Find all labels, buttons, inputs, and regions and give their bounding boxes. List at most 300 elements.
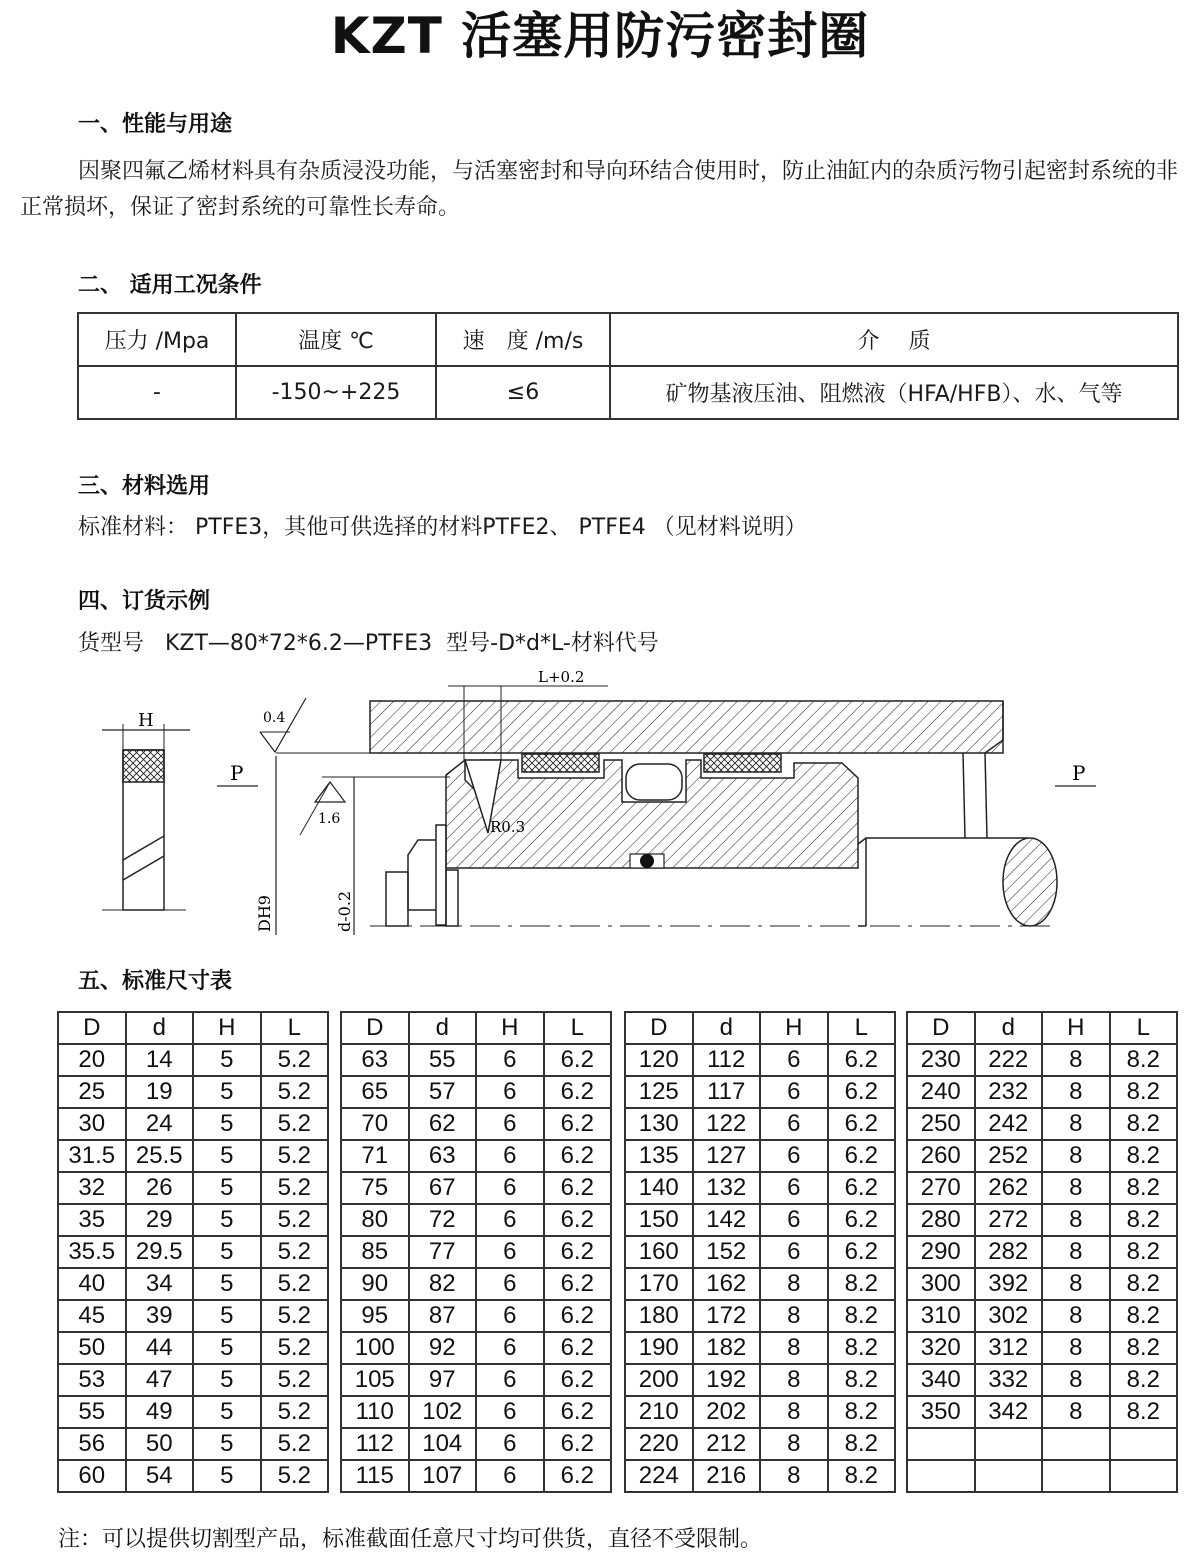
- section-heading-performance: 一、性能与用途: [78, 112, 233, 137]
- size-table-header: d: [409, 1012, 477, 1044]
- size-table-cell: 270: [907, 1172, 975, 1204]
- size-table-cell: 150: [625, 1204, 693, 1236]
- piston-body: [446, 754, 858, 868]
- size-table-cell: 6: [760, 1076, 828, 1108]
- label-d-tolerance: d-0.2: [335, 890, 354, 932]
- size-table-cell: 55: [409, 1044, 477, 1076]
- size-table-cell: 6.2: [828, 1140, 896, 1172]
- size-table-cell: 130: [625, 1108, 693, 1140]
- roughness-symbol-bottom: [315, 782, 345, 802]
- size-table-group-2: [340, 1011, 612, 1493]
- size-table-cell: 122: [693, 1108, 761, 1140]
- size-table-cell: 6.2: [544, 1428, 612, 1460]
- size-table-cell: 160: [625, 1236, 693, 1268]
- size-table-cell: 5: [193, 1108, 261, 1140]
- table-row: [341, 1076, 611, 1108]
- size-table-cell: 8.2: [1110, 1108, 1178, 1140]
- size-table-cell: [975, 1460, 1043, 1492]
- size-table-cell: 8: [760, 1332, 828, 1364]
- conditions-header-row: [78, 313, 1178, 366]
- size-table-cell: 5.2: [261, 1460, 329, 1492]
- size-table-cell: 182: [693, 1332, 761, 1364]
- size-table-cell: 6: [476, 1204, 544, 1236]
- size-table-cell: 210: [625, 1396, 693, 1428]
- table-row: [907, 1428, 1177, 1460]
- size-table-group-3: [624, 1011, 896, 1493]
- size-table-cell: 8.2: [1110, 1204, 1178, 1236]
- table-row: [625, 1044, 895, 1076]
- label-H: H: [138, 710, 154, 731]
- table-row: [907, 1140, 1177, 1172]
- table-row: [58, 1364, 328, 1396]
- size-table-cell: 132: [693, 1172, 761, 1204]
- size-table-cell: 8: [760, 1300, 828, 1332]
- size-table-cell: 200: [625, 1364, 693, 1396]
- size-table-cell: 252: [975, 1140, 1043, 1172]
- size-table-cell: 5: [193, 1332, 261, 1364]
- seal-profile-view: [102, 724, 190, 910]
- size-table-cell: 6.2: [828, 1108, 896, 1140]
- size-table-cell: 75: [341, 1172, 409, 1204]
- size-table-cell: 29.5: [126, 1236, 194, 1268]
- size-table-cell: 5: [193, 1268, 261, 1300]
- size-table-cell: 32: [58, 1172, 126, 1204]
- size-table-cell: 92: [409, 1332, 477, 1364]
- table-row: [907, 1300, 1177, 1332]
- size-table-cell: 232: [975, 1076, 1043, 1108]
- size-table-cell: 5: [193, 1172, 261, 1204]
- size-table-cell: 6: [760, 1172, 828, 1204]
- table-row: [341, 1204, 611, 1236]
- table-row: [907, 1332, 1177, 1364]
- size-table-cell: 8: [760, 1460, 828, 1492]
- size-table-header: H: [760, 1012, 828, 1044]
- table-row: [341, 1300, 611, 1332]
- size-table-cell: 8: [1042, 1108, 1110, 1140]
- size-table-cell: 5.2: [261, 1300, 329, 1332]
- size-table-cell: 5: [193, 1204, 261, 1236]
- size-table-cell: 5.2: [261, 1236, 329, 1268]
- size-table-group-4: [906, 1011, 1178, 1493]
- size-table-cell: 5.2: [261, 1204, 329, 1236]
- size-table-cell: 282: [975, 1236, 1043, 1268]
- size-table-header-row: [58, 1012, 328, 1044]
- size-table-cell: 35: [58, 1204, 126, 1236]
- size-table-cell: 31.5: [58, 1140, 126, 1172]
- label-pressure-left: P: [230, 761, 244, 785]
- size-table-header: H: [476, 1012, 544, 1044]
- label-DH9: DH9: [255, 895, 274, 932]
- header-medium: 介 质: [610, 313, 1178, 366]
- size-table-cell: 5.2: [261, 1076, 329, 1108]
- label-roughness-16: 1.6: [318, 811, 341, 827]
- size-table-cell: 5.2: [261, 1140, 329, 1172]
- size-table-cell: 142: [693, 1204, 761, 1236]
- table-row: [625, 1428, 895, 1460]
- size-table-cell: 30: [58, 1108, 126, 1140]
- size-table-cell: 50: [126, 1428, 194, 1460]
- size-table-cell: 8.2: [828, 1332, 896, 1364]
- footnote: 注：可以提供切割型产品，标准截面任意尺寸均可供货，直径不受限制。: [58, 1527, 763, 1552]
- table-row: [907, 1268, 1177, 1300]
- table-row: [625, 1300, 895, 1332]
- size-table-cell: 8: [1042, 1332, 1110, 1364]
- size-table-cell: 340: [907, 1364, 975, 1396]
- size-table-cell: [1110, 1428, 1178, 1460]
- size-table-cell: 90: [341, 1268, 409, 1300]
- size-table-cell: 47: [126, 1364, 194, 1396]
- size-table-cell: 5.2: [261, 1332, 329, 1364]
- size-table-cell: 6: [476, 1364, 544, 1396]
- size-table-cell: 39: [126, 1300, 194, 1332]
- label-radius: R0.3: [490, 818, 526, 836]
- size-table-cell: 6.2: [544, 1140, 612, 1172]
- size-table-cell: 112: [341, 1428, 409, 1460]
- size-table-cell: 8.2: [1110, 1332, 1178, 1364]
- size-table-cell: 20: [58, 1044, 126, 1076]
- size-table-cell: 8.2: [1110, 1396, 1178, 1428]
- size-table-cell: 71: [341, 1140, 409, 1172]
- size-table-cell: 8.2: [828, 1396, 896, 1428]
- label-pressure-right: P: [1072, 761, 1086, 785]
- size-table-cell: 8.2: [1110, 1268, 1178, 1300]
- size-table-header: L: [1110, 1012, 1178, 1044]
- size-table-cell: 5.2: [261, 1108, 329, 1140]
- size-table-cell: 6: [476, 1044, 544, 1076]
- table-row: [58, 1044, 328, 1076]
- size-table-cell: 117: [693, 1076, 761, 1108]
- size-table-cell: 8: [1042, 1204, 1110, 1236]
- size-table-cell: 6: [476, 1428, 544, 1460]
- size-table-cell: 8.2: [1110, 1300, 1178, 1332]
- size-table-cell: [907, 1460, 975, 1492]
- size-table-cell: 8: [1042, 1364, 1110, 1396]
- size-table-cell: 25: [58, 1076, 126, 1108]
- size-table-cell: 87: [409, 1300, 477, 1332]
- conditions-table: [77, 312, 1179, 420]
- size-table-cell: 8: [1042, 1268, 1110, 1300]
- size-table-cell: 6: [476, 1108, 544, 1140]
- table-row: [907, 1044, 1177, 1076]
- size-table-cell: 6.2: [544, 1460, 612, 1492]
- table-row: [341, 1332, 611, 1364]
- size-table-cell: 14: [126, 1044, 194, 1076]
- table-row: [907, 1460, 1177, 1492]
- installation-drawing: [0, 665, 1200, 955]
- size-table-cell: 54: [126, 1460, 194, 1492]
- size-table-cell: 170: [625, 1268, 693, 1300]
- size-table-cell: 110: [341, 1396, 409, 1428]
- size-table-cell: [1042, 1460, 1110, 1492]
- size-table-cell: 8: [760, 1428, 828, 1460]
- size-table-cell: 8.2: [1110, 1140, 1178, 1172]
- section-heading-conditions: 二、 适用工况条件: [78, 273, 262, 298]
- size-table-cell: [975, 1428, 1043, 1460]
- size-table-cell: 5.2: [261, 1268, 329, 1300]
- size-table-cell: 6: [476, 1268, 544, 1300]
- size-table-cell: 53: [58, 1364, 126, 1396]
- table-row: [58, 1108, 328, 1140]
- size-table-cell: 8: [1042, 1076, 1110, 1108]
- size-table-cell: 300: [907, 1268, 975, 1300]
- size-table-header: D: [58, 1012, 126, 1044]
- size-table-cell: 63: [409, 1140, 477, 1172]
- size-table-cell: 57: [409, 1076, 477, 1108]
- size-table-cell: 350: [907, 1396, 975, 1428]
- size-table-cell: 29: [126, 1204, 194, 1236]
- size-table-cell: 6: [476, 1076, 544, 1108]
- size-table-cell: 6: [760, 1108, 828, 1140]
- size-table-header: d: [975, 1012, 1043, 1044]
- table-row: [625, 1108, 895, 1140]
- size-table-cell: 152: [693, 1236, 761, 1268]
- size-table-header: H: [193, 1012, 261, 1044]
- size-table-cell: 5: [193, 1364, 261, 1396]
- size-table-cell: 67: [409, 1172, 477, 1204]
- size-table-cell: 6: [476, 1332, 544, 1364]
- table-row: [907, 1364, 1177, 1396]
- header-pressure: 压力 /Mpa: [78, 313, 236, 366]
- size-table-cell: 24: [126, 1108, 194, 1140]
- size-table-header: D: [625, 1012, 693, 1044]
- size-table-cell: 35.5: [58, 1236, 126, 1268]
- size-table-group-1: [57, 1011, 329, 1493]
- table-row: [58, 1204, 328, 1236]
- size-table-cell: 8: [1042, 1044, 1110, 1076]
- size-table-cell: 320: [907, 1332, 975, 1364]
- size-table-cell: 5: [193, 1140, 261, 1172]
- size-table-cell: 5.2: [261, 1396, 329, 1428]
- size-table-cell: 8: [1042, 1236, 1110, 1268]
- size-table-cell: 102: [409, 1396, 477, 1428]
- table-row: [625, 1204, 895, 1236]
- table-row: [341, 1364, 611, 1396]
- size-table-cell: 6.2: [544, 1044, 612, 1076]
- size-table-cell: 8.2: [1110, 1044, 1178, 1076]
- size-table-cell: 240: [907, 1076, 975, 1108]
- size-table-cell: 332: [975, 1364, 1043, 1396]
- size-table-cell: [1042, 1428, 1110, 1460]
- size-table-cell: 5.2: [261, 1044, 329, 1076]
- table-row: [341, 1236, 611, 1268]
- size-table-cell: 107: [409, 1460, 477, 1492]
- table-row: [58, 1172, 328, 1204]
- size-table-cell: 40: [58, 1268, 126, 1300]
- size-table-cell: 6.2: [828, 1172, 896, 1204]
- page-title: KZT 活塞用防污密封圈: [330, 7, 870, 65]
- header-speed: 速 度 /m/s: [436, 313, 610, 366]
- size-table-cell: 5: [193, 1236, 261, 1268]
- size-table-cell: 104: [409, 1428, 477, 1460]
- size-table-cell: 5: [193, 1300, 261, 1332]
- size-table-cell: 216: [693, 1460, 761, 1492]
- size-table-cell: 280: [907, 1204, 975, 1236]
- section-heading-size-table: 五、标准尺寸表: [78, 969, 233, 994]
- table-row: [625, 1364, 895, 1396]
- size-table-cell: 262: [975, 1172, 1043, 1204]
- size-table-cell: 224: [625, 1460, 693, 1492]
- ordering-example-text: 货型号 KZT—80*72*6.2—PTFE3 型号-D*d*L-材料代号: [78, 631, 659, 656]
- table-row: [625, 1460, 895, 1492]
- table-row: [625, 1172, 895, 1204]
- size-table-cell: 6.2: [544, 1204, 612, 1236]
- label-groove-width: L+0.2: [538, 668, 585, 686]
- size-table-cell: 125: [625, 1076, 693, 1108]
- table-row: [625, 1396, 895, 1428]
- size-table-cell: 6.2: [544, 1172, 612, 1204]
- size-table-cell: 140: [625, 1172, 693, 1204]
- size-table-cell: 19: [126, 1076, 194, 1108]
- size-table-cell: 242: [975, 1108, 1043, 1140]
- size-table-cell: 26: [126, 1172, 194, 1204]
- table-row: [341, 1108, 611, 1140]
- size-table-cell: 6.2: [544, 1364, 612, 1396]
- size-table-cell: 8.2: [1110, 1172, 1178, 1204]
- size-table-header-row: [341, 1012, 611, 1044]
- size-table-cell: 302: [975, 1300, 1043, 1332]
- size-table-cell: 6.2: [544, 1332, 612, 1364]
- size-table-cell: 8: [760, 1268, 828, 1300]
- size-table-header-row: [625, 1012, 895, 1044]
- size-table-cell: [907, 1428, 975, 1460]
- size-table-cell: 8.2: [1110, 1236, 1178, 1268]
- size-table-cell: [1110, 1460, 1178, 1492]
- size-table-cell: 8.2: [1110, 1076, 1178, 1108]
- table-row: [341, 1044, 611, 1076]
- size-table-cell: 290: [907, 1236, 975, 1268]
- table-row: [58, 1460, 328, 1492]
- size-table-cell: 6: [760, 1140, 828, 1172]
- size-table-cell: 6: [476, 1300, 544, 1332]
- size-table-cell: 342: [975, 1396, 1043, 1428]
- size-table-cell: 70: [341, 1108, 409, 1140]
- size-table-cell: 5: [193, 1428, 261, 1460]
- size-table-cell: 312: [975, 1332, 1043, 1364]
- size-table-cell: 6.2: [544, 1268, 612, 1300]
- table-row: [907, 1396, 1177, 1428]
- size-table-cell: 6.2: [544, 1300, 612, 1332]
- table-row: [907, 1204, 1177, 1236]
- size-table-cell: 392: [975, 1268, 1043, 1300]
- table-row: [907, 1108, 1177, 1140]
- size-table-cell: 8: [760, 1396, 828, 1428]
- size-table-cell: 6: [476, 1460, 544, 1492]
- table-row: [58, 1076, 328, 1108]
- size-table-cell: 72: [409, 1204, 477, 1236]
- size-table-cell: 260: [907, 1140, 975, 1172]
- table-row: [625, 1268, 895, 1300]
- conditions-value-row: [78, 366, 1178, 419]
- size-table-header: H: [1042, 1012, 1110, 1044]
- size-table-cell: 55: [58, 1396, 126, 1428]
- size-table-cell: 212: [693, 1428, 761, 1460]
- table-row: [58, 1396, 328, 1428]
- size-table-cell: 6.2: [828, 1044, 896, 1076]
- size-table-cell: 127: [693, 1140, 761, 1172]
- value-medium: 矿物基液压油、阻燃液（HFA/HFB）、水、气等: [610, 366, 1178, 419]
- size-table-cell: 6.2: [544, 1396, 612, 1428]
- table-row: [907, 1076, 1177, 1108]
- size-table-cell: 5: [193, 1460, 261, 1492]
- size-table-cell: 97: [409, 1364, 477, 1396]
- size-table-cell: 8.2: [828, 1428, 896, 1460]
- size-table-cell: 63: [341, 1044, 409, 1076]
- size-table-cell: 34: [126, 1268, 194, 1300]
- size-table-cell: 56: [58, 1428, 126, 1460]
- size-table-cell: 6: [760, 1236, 828, 1268]
- size-table-header: d: [126, 1012, 194, 1044]
- size-table-cell: 5.2: [261, 1364, 329, 1396]
- size-table-cell: 120: [625, 1044, 693, 1076]
- size-table-cell: 192: [693, 1364, 761, 1396]
- size-table-cell: 5.2: [261, 1428, 329, 1460]
- size-table-header: D: [341, 1012, 409, 1044]
- size-table-header-row: [907, 1012, 1177, 1044]
- size-table-cell: 49: [126, 1396, 194, 1428]
- table-row: [625, 1076, 895, 1108]
- size-table-cell: 85: [341, 1236, 409, 1268]
- table-row: [341, 1172, 611, 1204]
- table-row: [907, 1172, 1177, 1204]
- size-table-cell: 50: [58, 1332, 126, 1364]
- size-table-cell: 5: [193, 1044, 261, 1076]
- value-speed: ≤6: [436, 366, 610, 419]
- size-table-cell: 220: [625, 1428, 693, 1460]
- size-table-cell: 8: [1042, 1140, 1110, 1172]
- size-table-header: L: [828, 1012, 896, 1044]
- size-table-cell: 8.2: [828, 1268, 896, 1300]
- size-table-cell: 222: [975, 1044, 1043, 1076]
- section-heading-materials: 三、材料选用: [78, 474, 211, 499]
- size-table-cell: 172: [693, 1300, 761, 1332]
- size-table-cell: 6: [760, 1044, 828, 1076]
- size-table-cell: 100: [341, 1332, 409, 1364]
- size-table-cell: 6.2: [544, 1236, 612, 1268]
- size-table-cell: 80: [341, 1204, 409, 1236]
- size-table-cell: 8.2: [828, 1300, 896, 1332]
- size-table-cell: 8.2: [1110, 1364, 1178, 1396]
- size-table-cell: 112: [693, 1044, 761, 1076]
- size-table-cell: 6: [476, 1140, 544, 1172]
- table-row: [58, 1428, 328, 1460]
- value-pressure: -: [78, 366, 236, 419]
- size-table-cell: 6: [760, 1204, 828, 1236]
- table-row: [58, 1332, 328, 1364]
- size-table-cell: 6.2: [828, 1236, 896, 1268]
- size-table-cell: 6.2: [828, 1076, 896, 1108]
- size-table-header: D: [907, 1012, 975, 1044]
- size-table-cell: 8: [1042, 1300, 1110, 1332]
- size-table-cell: 162: [693, 1268, 761, 1300]
- section-heading-ordering: 四、订货示例: [78, 589, 211, 614]
- size-table-cell: 62: [409, 1108, 477, 1140]
- size-table-cell: 180: [625, 1300, 693, 1332]
- size-table-cell: 135: [625, 1140, 693, 1172]
- size-table-cell: 250: [907, 1108, 975, 1140]
- size-table-header: L: [544, 1012, 612, 1044]
- size-table-cell: 60: [58, 1460, 126, 1492]
- size-table-cell: 82: [409, 1268, 477, 1300]
- table-row: [341, 1140, 611, 1172]
- size-table-cell: 6: [476, 1172, 544, 1204]
- size-table-cell: 77: [409, 1236, 477, 1268]
- label-roughness-04: 0.4: [263, 710, 286, 726]
- size-table-cell: 45: [58, 1300, 126, 1332]
- table-row: [625, 1332, 895, 1364]
- size-table-header: d: [693, 1012, 761, 1044]
- table-row: [625, 1236, 895, 1268]
- size-table-cell: 202: [693, 1396, 761, 1428]
